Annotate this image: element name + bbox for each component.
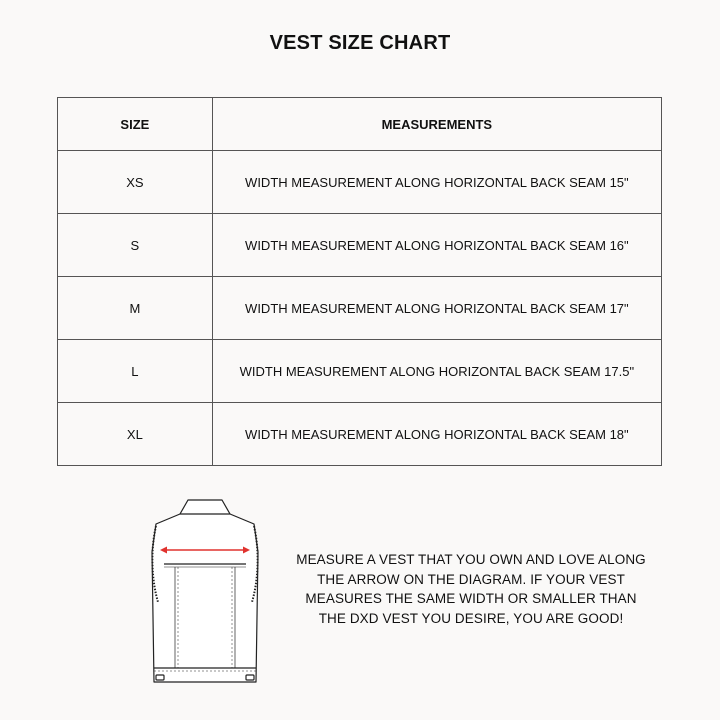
size-cell: XS <box>58 151 213 214</box>
header-size: SIZE <box>58 98 213 151</box>
table-row <box>58 340 662 403</box>
page-title: VEST SIZE CHART <box>269 32 451 54</box>
table-row <box>58 277 662 340</box>
measurement-cell: WIDTH MEASUREMENT ALONG HORIZONTAL BACK SEAM 15" <box>212 151 661 214</box>
table-row <box>58 403 662 466</box>
measurement-cell: WIDTH MEASUREMENT ALONG HORIZONTAL BACK SEAM 17" <box>212 277 661 340</box>
vest-diagram <box>130 492 280 697</box>
size-cell: M <box>58 277 213 340</box>
size-cell: XL <box>58 403 213 466</box>
instruction-line: THE ARROW ON THE DIAGRAM. IF YOUR VEST <box>317 571 625 587</box>
size-cell: S <box>58 214 213 277</box>
measurement-cell: WIDTH MEASUREMENT ALONG HORIZONTAL BACK SEAM 18" <box>212 403 661 466</box>
instruction-line: THE DXD VEST YOU DESIRE, YOU ARE GOOD! <box>318 610 624 626</box>
vest-body <box>152 514 258 682</box>
instruction-line: MEASURES THE SAME WIDTH OR SMALLER THAN <box>305 591 637 606</box>
size-cell: L <box>58 340 213 403</box>
measuring-instructions <box>282 550 660 628</box>
measurement-cell: WIDTH MEASUREMENT ALONG HORIZONTAL BACK SEAM 17.5" <box>212 340 661 403</box>
instruction-line: MEASURE A VEST THAT YOU OWN AND LOVE ALONG <box>296 552 646 567</box>
size-chart-table <box>57 97 662 466</box>
measurement-cell: WIDTH MEASUREMENT ALONG HORIZONTAL BACK SEAM 16" <box>212 214 661 277</box>
table-header-row <box>58 98 662 151</box>
table-row <box>58 151 662 214</box>
header-measurements: MEASUREMENTS <box>212 98 661 151</box>
table-row <box>58 214 662 277</box>
